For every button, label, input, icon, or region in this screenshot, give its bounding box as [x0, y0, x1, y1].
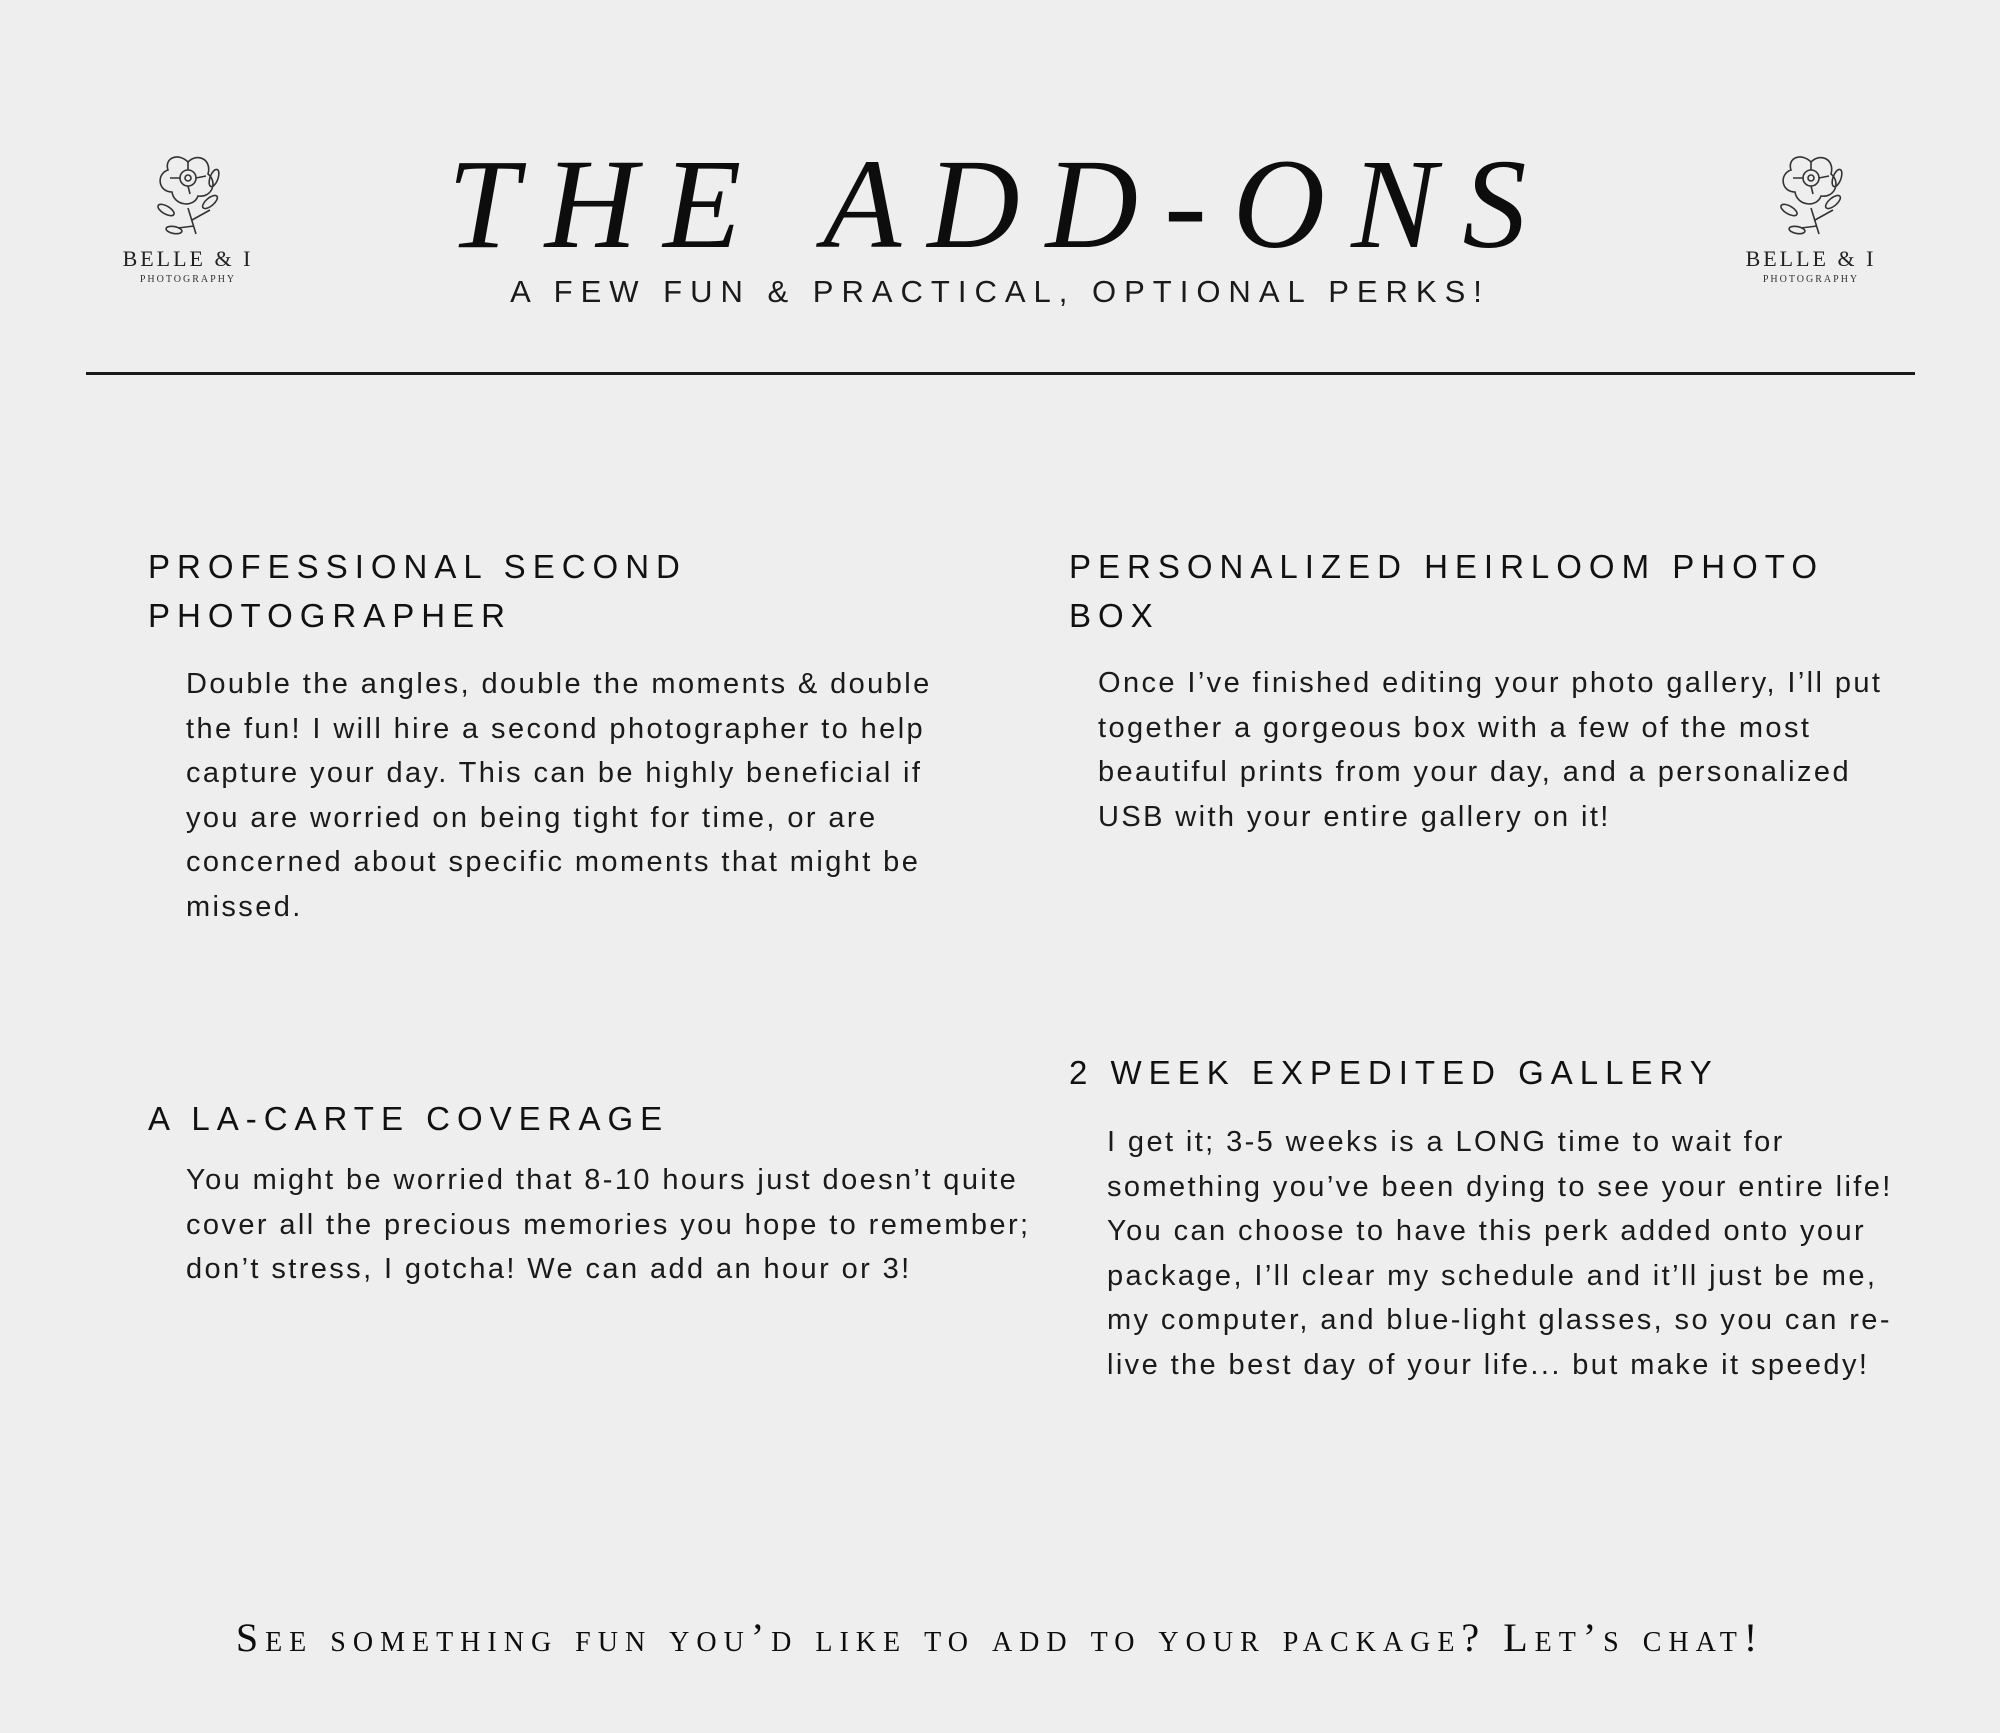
addon-description: I get it; 3-5 weeks is a LONG time to wait for something you’ve been dying to see your entire life! You can choose to have this perk added onto your package, I’ll clear my schedule and it’ll just be me, my computer, and blue-light glasses, so you can re-live the best day of your life... but make it speedy!: [1107, 1126, 1893, 1381]
addon-heirloom-photo-box: [1069, 542, 1889, 839]
addon-description: You might be worried that 8-10 hours just doesn’t quite cover all the precious memories you hope to remember; don’t stress, I gotcha! We can add an hour or 3!: [186, 1164, 1031, 1285]
addon-description: Once I’ve finished editing your photo gallery, I’ll put together a gorgeous box with a few of the most beautiful prints from your day, and a personalized USB with your entire gallery on it!: [1098, 667, 1883, 833]
logo-brand-sub: PHOTOGRAPHY: [139, 274, 237, 285]
addon-heading: A LA-CARTE COVERAGE: [148, 1100, 670, 1137]
brand-logo-left: [98, 148, 278, 285]
flower-icon: [148, 148, 228, 236]
logo-brand-sub: PHOTOGRAPHY: [1762, 274, 1860, 285]
addon-heading: PROFESSIONAL SECOND PHOTOGRAPHER: [148, 548, 687, 634]
page-title: THE ADD-ONS: [447, 133, 1553, 275]
brand-logo-right: [1721, 148, 1901, 285]
flower-icon: [1771, 148, 1851, 236]
header-divider: [86, 372, 1915, 375]
addon-description: Double the angles, double the moments & double the fun! I will hire a second photographer to help capture your day. This can be highly beneficial if you are worried on being tight for time, or are concerned about specific moments that might be missed.: [186, 668, 932, 923]
page-subtitle: A FEW FUN & PRACTICAL, OPTIONAL PERKS!: [510, 274, 1490, 309]
footer-call-to-action: See something fun you’d like to add to your package? Let’s chat!: [235, 1615, 1765, 1660]
addon-expedited-gallery: [1069, 1048, 1929, 1387]
addon-a-la-carte-coverage: [148, 1094, 1031, 1292]
addon-second-photographer: [148, 542, 968, 929]
addon-heading: 2 WEEK EXPEDITED GALLERY: [1069, 1054, 1719, 1091]
logo-brand-name: BELLE & I: [122, 246, 254, 271]
logo-brand-name: BELLE & I: [1745, 246, 1877, 271]
addon-heading: PERSONALIZED HEIRLOOM PHOTO BOX: [1069, 548, 1824, 634]
